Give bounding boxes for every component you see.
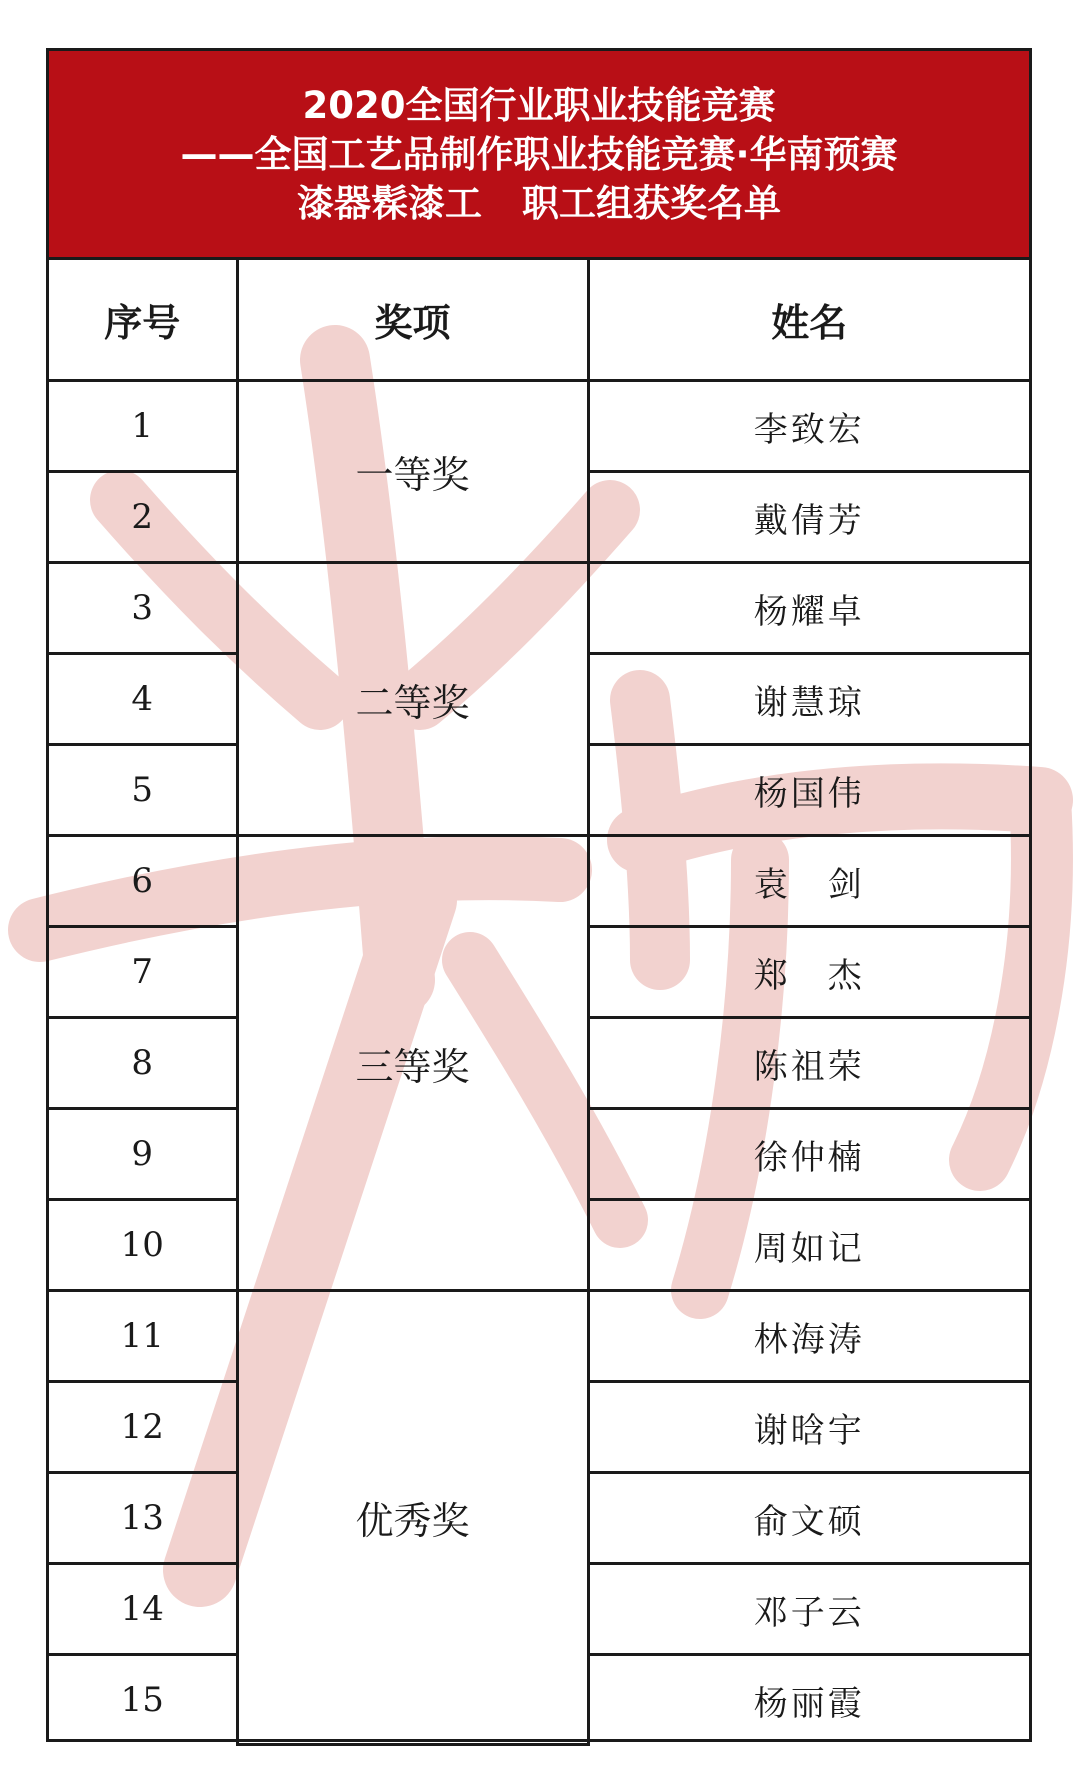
title-banner <box>49 51 1029 260</box>
award-third-prize: 三等奖 <box>237 836 588 1291</box>
winner-name: 陈祖荣 <box>588 1018 1029 1109</box>
row-number: 5 <box>49 745 237 836</box>
column-header-number: 序号 <box>49 260 237 381</box>
row-number: 9 <box>49 1109 237 1200</box>
winner-name: 俞文硕 <box>588 1473 1029 1564</box>
award-excellence: 优秀奖 <box>237 1291 588 1745</box>
row-number: 11 <box>49 1291 237 1382</box>
title-craft: 漆器髹漆工 <box>297 181 482 225</box>
row-number: 14 <box>49 1564 237 1655</box>
award-second-prize: 二等奖 <box>237 563 588 836</box>
title-line-1: 2020全国行业职业技能竞赛 <box>302 83 776 127</box>
winner-name: 徐仲楠 <box>588 1109 1029 1200</box>
award-table <box>49 260 1029 1746</box>
winner-name: 戴倩芳 <box>588 472 1029 563</box>
row-number: 12 <box>49 1382 237 1473</box>
table-row <box>49 1291 1029 1382</box>
winner-name: 郑 杰 <box>588 927 1029 1018</box>
winner-name: 邓子云 <box>588 1564 1029 1655</box>
table-row <box>49 836 1029 927</box>
winner-name: 林海涛 <box>588 1291 1029 1382</box>
award-first-prize: 一等奖 <box>237 381 588 563</box>
row-number: 2 <box>49 472 237 563</box>
winner-name: 杨国伟 <box>588 745 1029 836</box>
winner-name: 谢晗宇 <box>588 1382 1029 1473</box>
row-number: 8 <box>49 1018 237 1109</box>
winner-name: 周如记 <box>588 1200 1029 1291</box>
column-header-award: 奖项 <box>237 260 588 381</box>
row-number: 3 <box>49 563 237 654</box>
winner-name: 李致宏 <box>588 381 1029 472</box>
row-number: 6 <box>49 836 237 927</box>
table-row <box>49 563 1029 654</box>
row-number: 1 <box>49 381 237 472</box>
title-line-2: ——全国工艺品制作职业技能竞赛·华南预赛 <box>180 132 898 176</box>
title-line-3 <box>297 179 781 228</box>
winner-name: 杨耀卓 <box>588 563 1029 654</box>
winner-name: 袁 剑 <box>588 836 1029 927</box>
column-header-name: 姓名 <box>588 260 1029 381</box>
winner-name: 杨丽霞 <box>588 1655 1029 1745</box>
title-list-name: 职工组获奖名单 <box>522 181 781 225</box>
row-number: 7 <box>49 927 237 1018</box>
winner-name: 谢慧琼 <box>588 654 1029 745</box>
table-row <box>49 381 1029 472</box>
award-sheet <box>46 48 1032 1742</box>
row-number: 13 <box>49 1473 237 1564</box>
row-number: 4 <box>49 654 237 745</box>
table-header-row <box>49 260 1029 381</box>
row-number: 10 <box>49 1200 237 1291</box>
row-number: 15 <box>49 1655 237 1745</box>
